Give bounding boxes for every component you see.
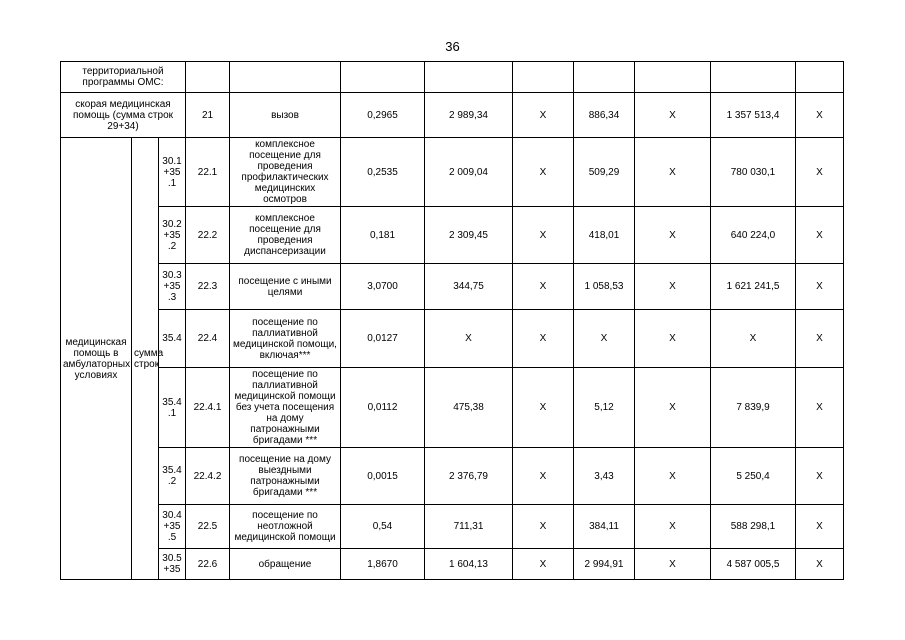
value-cell: 384,11	[574, 505, 635, 549]
value-cell: X	[425, 310, 513, 368]
row-number: 22.5	[186, 505, 230, 549]
value-cell: X	[796, 93, 844, 138]
table-row	[61, 448, 844, 505]
table-row	[61, 138, 844, 207]
value-cell: 7 839,9	[711, 368, 796, 448]
unit-cell: комплексное посещение для проведения профилактических медицинских осмотров	[230, 138, 341, 207]
unit-cell: посещение на дому выездными патронажными бригадами ***	[230, 448, 341, 505]
table-row	[61, 62, 844, 93]
value-cell: X	[513, 264, 574, 310]
value-cell: X	[513, 368, 574, 448]
source-codes: 30.2 +35 .2	[159, 207, 186, 264]
value-cell: 0,0015	[341, 448, 425, 505]
value-cell: X	[635, 264, 711, 310]
value-cell: X	[796, 368, 844, 448]
value-cell: 0,181	[341, 207, 425, 264]
source-codes: 30.3 +35 .3	[159, 264, 186, 310]
row-number: 22.2	[186, 207, 230, 264]
value-cell: 1 058,53	[574, 264, 635, 310]
value-cell: X	[796, 310, 844, 368]
unit-cell: посещение по неотложной медицинской помощи	[230, 505, 341, 549]
outpatient-label: медицинская помощь в амбулаторных условиях	[61, 138, 132, 580]
row-number: 22.3	[186, 264, 230, 310]
value-cell: 0,2535	[341, 138, 425, 207]
value-cell: X	[796, 448, 844, 505]
value-cell: 711,31	[425, 505, 513, 549]
source-codes: 30.4 +35 .5	[159, 505, 186, 549]
value-cell: X	[513, 505, 574, 549]
value-cell: 640 224,0	[711, 207, 796, 264]
sum-label: сумма строк	[132, 138, 159, 580]
row-label: скорая медицинская помощь (сумма строк 29+34)	[61, 93, 186, 138]
value-cell: 2 989,34	[425, 93, 513, 138]
value-cell: 4 587 005,5	[711, 549, 796, 580]
page-number: 36	[445, 39, 460, 54]
table-row	[61, 505, 844, 549]
value-cell: X	[635, 207, 711, 264]
unit-cell: посещение по паллиативной медицинской помощи, включая***	[230, 310, 341, 368]
value-cell: X	[711, 310, 796, 368]
row-number: 22.6	[186, 549, 230, 580]
row-label: территориальной программы ОМС:	[61, 62, 186, 93]
value-cell: X	[796, 138, 844, 207]
value-cell: 0,54	[341, 505, 425, 549]
row-number: 22.4	[186, 310, 230, 368]
table-row	[61, 368, 844, 448]
value-cell: X	[513, 93, 574, 138]
value-cell: X	[635, 138, 711, 207]
value-cell: X	[513, 549, 574, 580]
unit-cell: посещение по паллиативной медицинской помощи без учета посещения на дому патронажными бригадами ***	[230, 368, 341, 448]
value-cell: 1 604,13	[425, 549, 513, 580]
value-cell: X	[635, 448, 711, 505]
value-cell: 5 250,4	[711, 448, 796, 505]
value-cell: X	[635, 93, 711, 138]
value-cell: 588 298,1	[711, 505, 796, 549]
value-cell: 1 357 513,4	[711, 93, 796, 138]
tariff-table	[60, 61, 844, 580]
unit-cell: обращение	[230, 549, 341, 580]
source-codes: 30.1 +35 .1	[159, 138, 186, 207]
value-cell: X	[513, 448, 574, 505]
value-cell: X	[635, 505, 711, 549]
value-cell: 3,0700	[341, 264, 425, 310]
table-row	[61, 207, 844, 264]
value-cell: 2 994,91	[574, 549, 635, 580]
value-cell: X	[635, 310, 711, 368]
value-cell: 780 030,1	[711, 138, 796, 207]
unit-cell: комплексное посещение для проведения диспансеризации	[230, 207, 341, 264]
value-cell: X	[513, 207, 574, 264]
value-cell: X	[635, 549, 711, 580]
unit-cell: вызов	[230, 93, 341, 138]
value-cell: 2 376,79	[425, 448, 513, 505]
value-cell: 509,29	[574, 138, 635, 207]
value-cell: 2 309,45	[425, 207, 513, 264]
table-row	[61, 93, 844, 138]
source-codes: 30.5 +35	[159, 549, 186, 580]
value-cell: 344,75	[425, 264, 513, 310]
table-row	[61, 310, 844, 368]
value-cell: 0,0127	[341, 310, 425, 368]
row-number: 21	[186, 93, 230, 138]
table-row	[61, 549, 844, 580]
value-cell: 1 621 241,5	[711, 264, 796, 310]
row-number: 22.1	[186, 138, 230, 207]
source-codes: 35.4	[159, 310, 186, 368]
unit-cell: посещение с иными целями	[230, 264, 341, 310]
value-cell: X	[796, 505, 844, 549]
row-number: 22.4.1	[186, 368, 230, 448]
value-cell: 5,12	[574, 368, 635, 448]
value-cell: 2 009,04	[425, 138, 513, 207]
value-cell: X	[796, 549, 844, 580]
value-cell: X	[513, 138, 574, 207]
value-cell: 418,01	[574, 207, 635, 264]
table-row	[61, 264, 844, 310]
value-cell: X	[635, 368, 711, 448]
value-cell: X	[513, 310, 574, 368]
row-number: 22.4.2	[186, 448, 230, 505]
value-cell: X	[796, 207, 844, 264]
value-cell: 0,0112	[341, 368, 425, 448]
source-codes: 35.4 .2	[159, 448, 186, 505]
source-codes: 35.4 .1	[159, 368, 186, 448]
value-cell: X	[574, 310, 635, 368]
value-cell: 1,8670	[341, 549, 425, 580]
value-cell: 0,2965	[341, 93, 425, 138]
value-cell: 3,43	[574, 448, 635, 505]
value-cell: 886,34	[574, 93, 635, 138]
value-cell: 475,38	[425, 368, 513, 448]
value-cell: X	[796, 264, 844, 310]
